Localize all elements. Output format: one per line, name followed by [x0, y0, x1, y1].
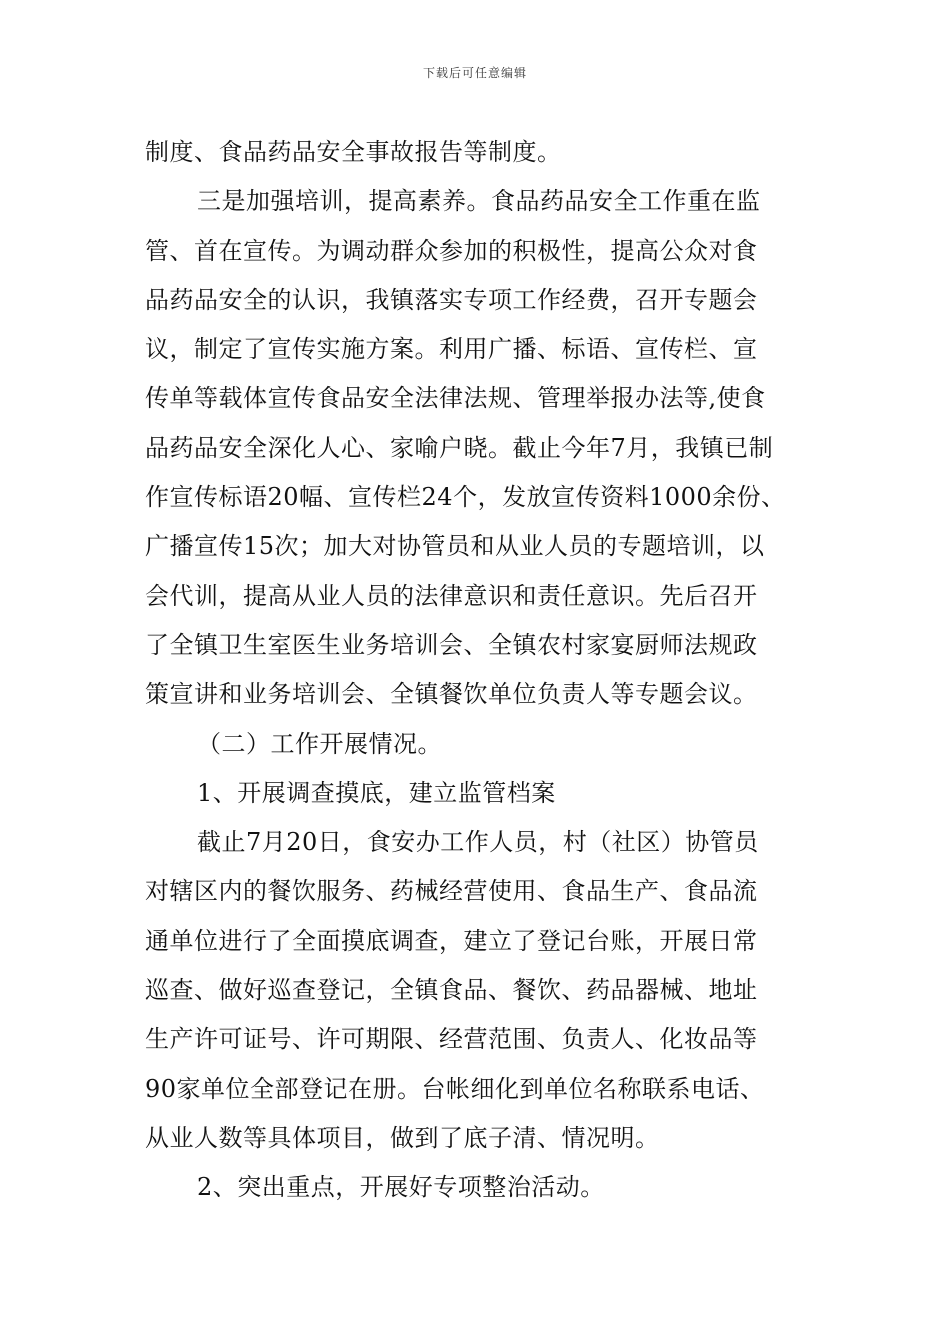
paragraph [145, 128, 805, 177]
paragraph [145, 818, 805, 1163]
text-line: 管、首在宣传。为调动群众参加的积极性，提高公众对食 [145, 236, 758, 265]
paragraph [145, 769, 805, 818]
text-line: 策宣讲和业务培训会、全镇餐饮单位负责人等专题会议。 [145, 680, 758, 709]
paragraph [145, 720, 805, 769]
document-body [145, 128, 805, 1213]
text-line: 1、开展调查摸底，建立监管档案 [197, 778, 556, 807]
text-line: 三是加强培训，提高素养。食品药品安全工作重在监 [197, 187, 761, 216]
text-line: 制度、食品药品安全事故报告等制度。 [145, 138, 562, 166]
text-line: 了全镇卫生室医生业务培训会、全镇农村家宴厨师法规政 [145, 630, 758, 659]
text-line: 作宣传标语20幅、宣传栏24个，发放宣传资料1000余份、 [145, 483, 786, 512]
text-line: 截止7月20日，食安办工作人员，村（社区）协管员 [197, 828, 759, 857]
text-line: 品药品安全的认识，我镇落实专项工作经费，召开专题会 [145, 285, 758, 314]
text-line: 议，制定了宣传实施方案。利用广播、标语、宣传栏、宣 [145, 335, 758, 364]
text-line: 广播宣传15次；加大对协管员和从业人员的专题培训，以 [145, 532, 765, 561]
text-line: 90家单位全部登记在册。台帐细化到单位名称联系电话、 [145, 1074, 765, 1103]
text-line: 传单等载体宣传食品安全法律法规、管理举报办法等,使食 [145, 384, 766, 413]
text-line: （二）工作开展情况。 [197, 729, 442, 758]
text-line: 通单位进行了全面摸底调查，建立了登记台账，开展日常 [145, 926, 758, 955]
paragraph [145, 1163, 805, 1212]
text-line: 会代训，提高从业人员的法律意识和责任意识。先后召开 [145, 581, 758, 610]
page-header-note: 下载后可任意编辑 [422, 66, 527, 80]
text-line: 巡查、做好巡查登记，全镇食品、餐饮、药品器械、地址 [145, 976, 758, 1005]
text-line: 品药品安全深化人心、家喻户晓。截止今年7月，我镇已制 [145, 433, 774, 462]
text-line: 2、突出重点，开展好专项整治活动。 [197, 1173, 605, 1202]
paragraph [145, 177, 805, 719]
text-line: 从业人数等具体项目，做到了底子清、情况明。 [145, 1123, 660, 1152]
text-line: 对辖区内的餐饮服务、药械经营使用、食品生产、食品流 [145, 877, 758, 906]
text-line: 生产许可证号、许可期限、经营范围、负责人、化妆品等 [145, 1025, 758, 1054]
